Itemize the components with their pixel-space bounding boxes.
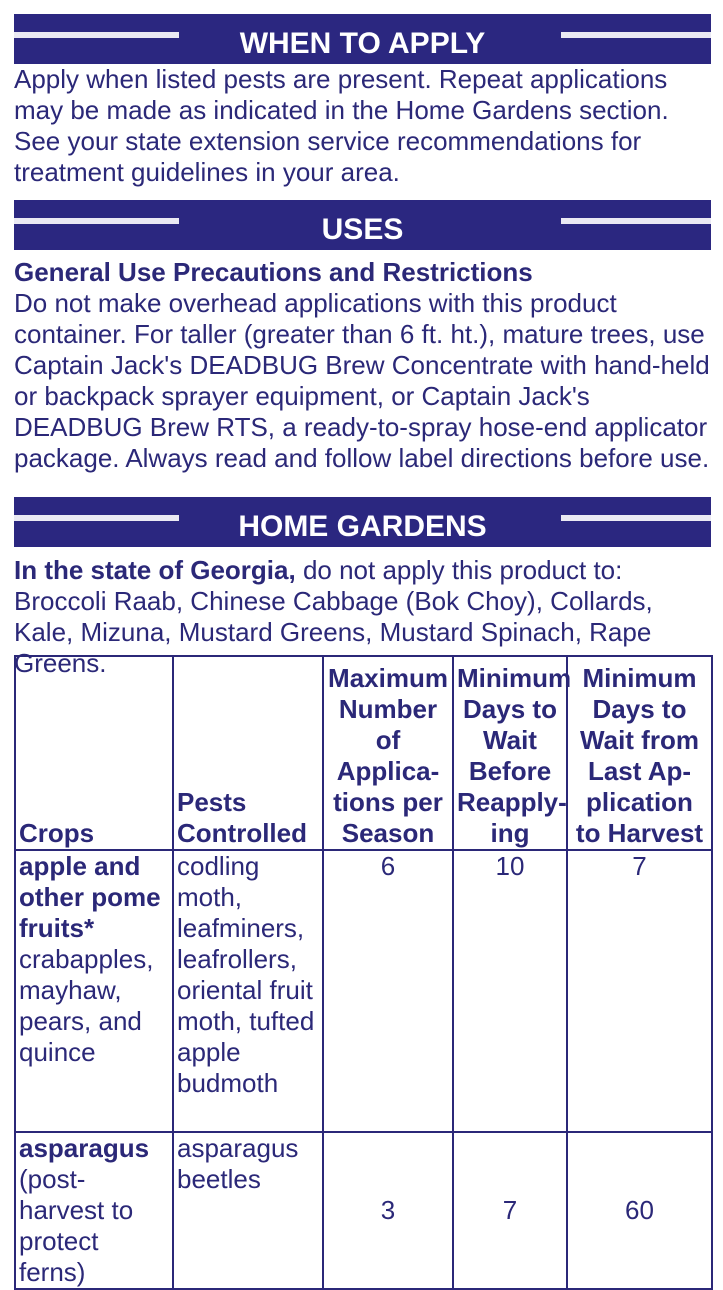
crop-name: asparagus (19, 1133, 150, 1163)
section-title: USES (321, 213, 404, 246)
header-min-days-reapply: Minimum Days to Wait Before Reapply-ing (453, 656, 567, 850)
crop-detail: crabapples, mayhaw, pears, and quince (19, 944, 154, 1067)
crop-name: apple and other pome fruits* (19, 851, 161, 943)
uses-body: Do not make overhead applications with this product container. For taller (greater than 6 ft. ht.), mature trees, use Captain Jack's DEADBUG Brew Concentrate with hand-held or backpack sprayer equipment, or Captain Jack's DEADBUG Brew RTS, a ready-to-spray hose-end applicator package. Always read and follow label directions before use. (14, 288, 710, 473)
table-header-row (15, 656, 712, 850)
pests-cell: asparagus beetles (173, 1132, 323, 1289)
section-title: HOME GARDENS (238, 510, 487, 543)
table-row (15, 850, 712, 1132)
crop-detail: (post-harvest to protect ferns) (19, 1164, 134, 1287)
crop-cell (15, 850, 173, 1132)
min-days-harvest-cell: 60 (567, 1132, 712, 1289)
min-days-reapply-cell: 10 (453, 850, 567, 1132)
uses-text (14, 257, 714, 474)
home-gardens-lead-bold: In the state of Georgia, (14, 555, 296, 585)
crop-table (14, 655, 713, 1290)
section-title: WHEN TO APPLY (239, 27, 486, 60)
header-min-days-harvest: Minimum Days to Wait from Last Ap-plication to Harvest (567, 656, 712, 850)
uses-banner (14, 200, 711, 250)
table-row (15, 1132, 712, 1289)
home-gardens-banner (14, 497, 711, 547)
min-days-harvest-cell: 7 (567, 850, 712, 1132)
header-max-applications: Maximum Number of Applica-tions per Season (323, 656, 453, 850)
home-gardens-lead-rest: do not apply this product to: Broccoli Raab, Chinese Cabbage (Bok Choy), Collards, Kale, Mizuna, Mustard Greens, Mustard Spinach, Rape Greens. (14, 555, 653, 678)
when-to-apply-text: Apply when listed pests are present. Repeat applications may be made as indicated in the Home Gardens section. See your state extension service recommendations for treatment guidelines in your area. (14, 64, 669, 187)
max-applications-cell: 3 (323, 1132, 453, 1289)
crop-cell (15, 1132, 173, 1289)
min-days-reapply-cell: 7 (453, 1132, 567, 1289)
pests-cell: codling moth, leafminers, leafrollers, oriental fruit moth, tufted apple budmoth (173, 850, 323, 1132)
when-to-apply-banner (14, 14, 711, 64)
header-pests: Pests Controlled (173, 656, 323, 850)
uses-subtitle: General Use Precautions and Restrictions (14, 257, 533, 287)
max-applications-cell: 6 (323, 850, 453, 1132)
header-crops: Crops (15, 656, 173, 850)
